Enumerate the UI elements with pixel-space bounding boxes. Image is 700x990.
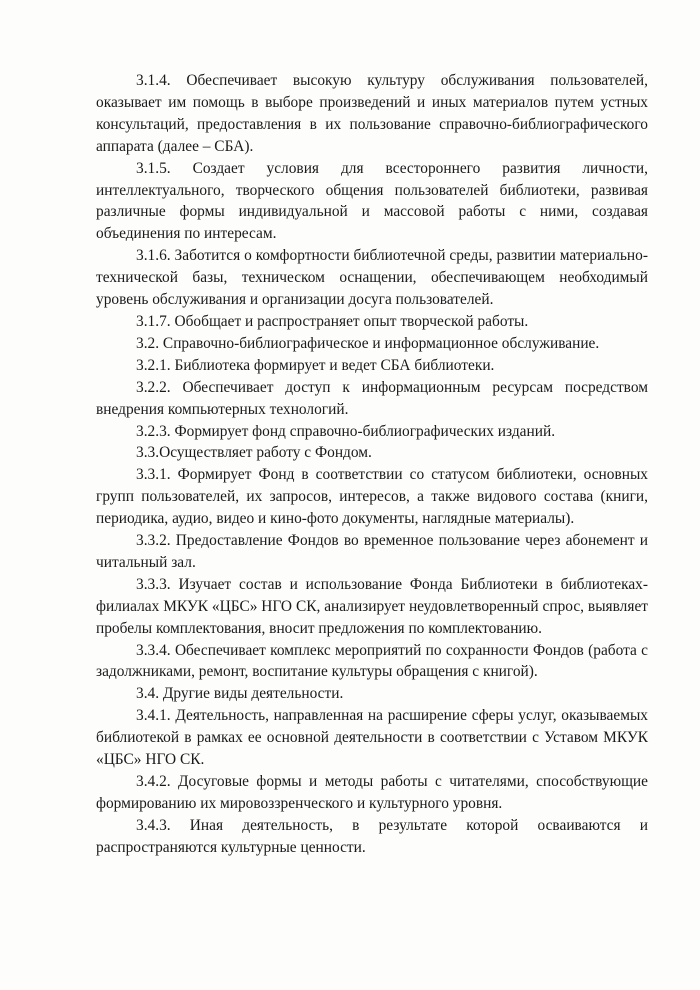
paragraph-3-4-1: 3.4.1. Деятельность, направленная на расширение сферы услуг, оказываемых библиотекой в рамках ее основной деятельности в соответствии с Уставом МКУК «ЦБС» НГО СК. [96, 707, 648, 769]
paragraph-3-2-3: 3.2.3. Формирует фонд справочно-библиографических изданий. [136, 422, 556, 440]
paragraph-3-2-1: 3.2.1. Библиотека формирует и ведет СБА библиотеки. [136, 356, 495, 374]
paragraph-3-3-2: 3.3.2. Предоставление Фондов во временное пользование через абонемент и читальный зал. [96, 532, 648, 571]
paragraph-3-2-2: 3.2.2. Обеспечивает доступ к информационным ресурсам посредством внедрения компьютерных технологий. [96, 378, 648, 418]
paragraph-3-1-5: 3.1.5. Создает условия для всестороннего развития личности, интеллектуального, творческого общения пользователей библиотеки, развивая различные формы индивидуальной и массовой работы с ними, создавая объединения по интересам. [96, 159, 648, 243]
paragraph-3-1-6: 3.1.6. Заботится о комфортности библиотечной среды, развитии материально-технической базы, техническом оснащении, обеспечивающем необходимый уровень обслуживания и организации досуга пользователей. [96, 247, 648, 309]
section-heading-3-4: 3.4. Другие виды деятельности. [136, 685, 344, 703]
paragraph-3-4-2: 3.4.2. Досуговые формы и методы работы с читателями, способствующие формированию их мировоззренческого и культурного уровня. [96, 773, 648, 812]
document-body [96, 70, 648, 859]
paragraph-3-4-3: 3.4.3. Иная деятельность, в результате которой осваиваются и распространяются культурные ценности. [96, 816, 648, 856]
paragraph-3-1-4: 3.1.4. Обеспечивает высокую культуру обслуживания пользователей, оказывает им помощь в выборе произведений и иных материалов путем устных консультаций, предоставления в их пользование справочно-библиографического аппарата (далее – СБА). [96, 72, 648, 155]
paragraph-3-1-7: 3.1.7. Обобщает и распространяет опыт творческой работы. [136, 312, 529, 330]
paragraph-3-3-1: 3.3.1. Формирует Фонд в соответствии со статусом библиотеки, основных групп пользователей, их запросов, интересов, а также видового состава (книги, периодика, аудио, видео и кино-фото документы, наглядные материалы). [96, 466, 648, 528]
section-heading-3-2: 3.2. Справочно-библиографическое и информационное обслуживание. [136, 334, 600, 352]
paragraph-3-3-3: 3.3.3. Изучает состав и использование Фонда Библиотеки в библиотеках-филиалах МКУК «ЦБС» НГО СК, анализирует неудовлетворенный спрос, выявляет пробелы комплектования, вносит предложения по комплектованию. [96, 575, 648, 637]
paragraph-3-3-4: 3.3.4. Обеспечивает комплекс мероприятий по сохранности Фондов (работа с задолжниками, ремонт, воспитание культуры обращения с книгой). [96, 641, 648, 681]
section-heading-3-3: 3.3.Осуществляет работу с Фондом. [136, 444, 372, 462]
